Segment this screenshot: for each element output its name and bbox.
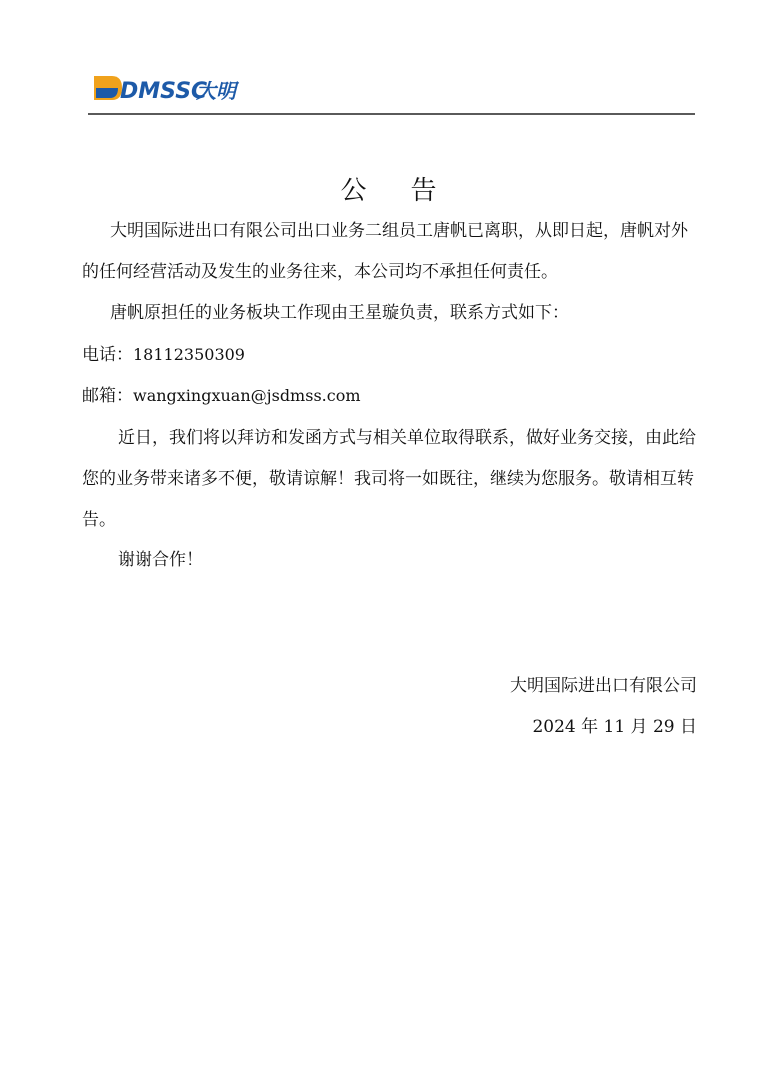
phone-number: 18112350309 <box>133 345 245 364</box>
header-divider <box>88 113 695 115</box>
phone-label: 电话： <box>82 345 133 365</box>
closing-line: 谢谢合作！ <box>118 550 203 570</box>
notice-paragraph-3: 近日，我们将以拜访和发函方式与相关单位取得联系，做好业务交接，由此给您的业务带来诸多不便，敬请谅解！我司将一如既往，继续为您服务。敬请相互转告。 <box>82 428 696 530</box>
signature-block <box>510 666 697 748</box>
email-address: wangxingxuan@jsdmss.com <box>133 386 361 405</box>
signature-company: 大明国际进出口有限公司 <box>510 676 697 696</box>
email-label: 邮箱： <box>82 386 133 406</box>
email-line <box>82 375 700 417</box>
signature-date: 2024 年 11 月 29 日 <box>532 717 697 737</box>
company-logo <box>92 72 252 104</box>
notice-title: 公告 <box>340 176 481 206</box>
logo-text: DMSSC <box>120 79 208 104</box>
notice-paragraph-1: 大明国际进出口有限公司出口业务二组员工唐帆已离职，从即日起，唐帆对外的任何经营活动及发生的业务往来，本公司均不承担任何责任。 <box>82 221 688 282</box>
logo-cn-text: 大明 <box>196 79 236 103</box>
phone-line <box>82 334 700 376</box>
logo-graphic <box>92 72 252 104</box>
notice-paragraph-2: 唐帆原担任的业务板块工作现由王星璇负责，联系方式如下： <box>110 303 569 323</box>
